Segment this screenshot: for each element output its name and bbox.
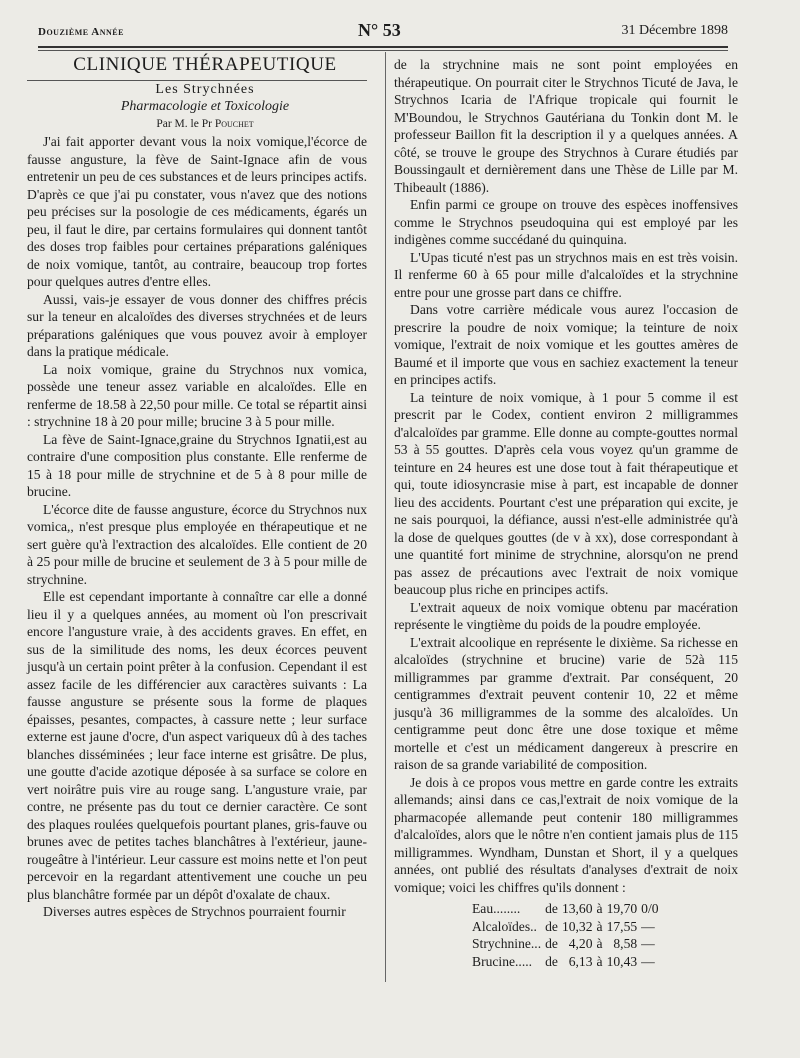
table-cell-de: de <box>545 953 558 969</box>
paragraph: Dans votre carrière médicale vous aurez l'occasion de prescrire la poudre de noix vomique; la teinture de noix vomique, l'extrait de noix vomique et les gouttes amères de Baumé et il importe que vous en sachiez exactement la teneur en principes actifs. <box>394 302 738 387</box>
column-divider <box>385 52 386 982</box>
table-cell-unit: — <box>641 918 655 934</box>
analysis-table <box>472 900 663 970</box>
paragraph: L'extrait aqueux de noix vomique obtenu par macération représente le vingtième du poids de la poudre employée. <box>394 599 738 632</box>
author-name: Pouchet <box>214 117 254 130</box>
paragraph: Je dois à ce propos vous mettre en garde contre les extraits allemands; ainsi dans ce cas,l'extrait de noix vomique de la pharmacopée allemande peut contenir 180 milligrammes d'alcaloïdes, alors que le nôtre n'en contient jamais plus de 115 milligrammes. Wyndham, Dunstan et Short, il y a quelques années, ont publié des résultats d'analyses d'extrait de noix vomique; voici les chiffres qu'ils donnent : <box>394 774 738 895</box>
section-title: CLINIQUE THÉRAPEUTIQUE <box>27 56 367 81</box>
author-prefix: Par M. le Pr <box>156 117 215 130</box>
table-cell-a: à <box>596 936 603 951</box>
header-rule-thin <box>38 50 728 51</box>
table-cell-name: Eau........ <box>472 901 521 916</box>
table-row <box>472 953 663 971</box>
table-row <box>472 918 663 936</box>
issue-date: 31 Décembre 1898 <box>621 23 728 38</box>
table-row <box>472 900 663 918</box>
paragraph: J'ai fait apporter devant vous la noix vomique,l'écorce de fausse angusture, la fève de Saint-Ignace afin de vous entretenir un peu de ces substances et de leurs principes actifs. D'après ce que j'ai pu constater, vous n'avez que des notions peu précises sur la posologie de ces médicaments, égarés un peu, il faut le dire, par certains formulaires qui donnent tantôt des doses trop faibles pour certaines préparations galéniques de noix vomique, tantôt, au contraire, beaucoup trop fortes pour quelques autres d'entre elles. <box>27 134 367 289</box>
paragraph: L'extrait alcoolique en représente le dixième. Sa richesse en alcaloïdes (strychnine et brucine) varie de 52à 115 milligrammes par gramme d'extrait. Par conséquent, 20 centigrammes d'extrait peuvent contenir 10, 22 et même jusqu'à 36 milligrammes de la somme des alcaloïdes. Un centigramme peut donc être une dose toxique et même mortelle et c'est un médicament dangereux à prescrire en raison de sa grande variabilité de composition. <box>394 634 738 772</box>
volume-label: Douzième Année <box>38 26 124 38</box>
table-cell-name: Brucine..... <box>472 953 533 969</box>
table-cell-unit: 0/0 <box>641 901 659 916</box>
paragraph: Elle est cependant importante à connaître car elle a donné lieu il y a quelques années, au moment où l'on prescrivait encore l'angusture vraie, à des accidents graves. En effet, en sus de la similitude des noms, les deux écorces peuvent jusqu'à un certain point prêter à la confusion. Cependant il est assez facile de les différencier aux caractères suivants : La fausse angusture se présente sous la forme de plaques épaisses, pesantes, compactes, à cassure nette ; leur surface externe est jaune d'ocre, d'un aspect variqueux dû à des taches blanches disséminées ; leur face interne est grisâtre. De plus, une goutte d'acide azotique déposée à sa surface se colore en vert noirâtre puis vire au rouge sang. L'angusture vraie, par contre, ne présente pas du tout ce dernier caractère. Ce sont des plaques roulées quelquefois pourtant planes, gris-fauve ou brunes avec de petites taches blanchâtres à l'extérieur, jaune-rougeâtre à l'intérieur. Leur cassure est moins nette et l'on peut percevoir en la regardant attentivement une couche un peu plus blanchâtre formée par un dépôt d'oxalate de chaux. <box>27 589 367 902</box>
paragraph: Diverses autres espèces de Strychnos pourraient fournir <box>43 904 346 919</box>
article-title: Les Strychnées <box>155 81 255 97</box>
table-cell-a: à <box>596 901 603 916</box>
table-cell-high: 17,55 <box>606 918 638 934</box>
table-cell-a: à <box>596 918 603 934</box>
table-cell-unit: — <box>641 936 655 951</box>
header-rule <box>38 46 728 48</box>
paragraph: Enfin parmi ce groupe on trouve des espèces inoffensives comme le Strychnos pseudoquina qui est employé par les indigènes comme succédané du quinquina. <box>394 197 738 247</box>
table-cell-name: Strychnine... <box>472 936 542 951</box>
paragraph: La noix vomique, graine du Strychnos nux vomica, possède une teneur assez variable en alcaloïdes. Elle en renferme de 18.58 à 22,50 pour mille. Ce total se répartit ainsi : strychnine 18 à 20 pour mille; brucine 3 à 5 pour mille. <box>27 361 367 429</box>
paragraph: La teinture de noix vomique, à 1 pour 5 comme il est prescrit par le Codex, contient environ 2 milligrammes d'alcaloïdes par gramme. Elle donne au compte-gouttes normal 53 à 55 gouttes. D'après cela vous voyez qu'un gramme de teinture en 24 heures est une dose tout à fait thérapeutique et qui, toute idiosyncrasie mise à part, est incapable de donner lieu des accidents. Pourtant c'est une préparation qui excite, je ne sais pourquoi, la défiance, aussi n'est-elle administrée qu'à la dose de quelques gouttes (de v à xx), dose correspondant à une quantité fort minime de strychnine, alorsqu'on ne prend pas assez de précautions avec l'extrait de noix vomique beaucoup plus riche en principes actifs. <box>394 389 738 597</box>
article-author <box>27 116 367 134</box>
issue-number: N° 53 <box>358 20 401 40</box>
right-column <box>394 56 738 970</box>
table-cell-unit: — <box>641 953 655 969</box>
paragraph: de la strychnine mais ne sont point employées en thérapeutique. On pourrait citer le Strychnos Ticuté de Java, le Strychnos Icaria de l'Afrique tropicale qui fournit le M'Boundou, le Strychnos Gautériana du Tonkin dont M. le professeur Baillon fit la description il y a quelques années. A côté, se trouve le groupe des Strychnos à Curare étudiés par Boussingault et dernièrement dans une Thèse de Lille par M. Thibeault (1886). <box>394 57 738 195</box>
paragraph: L'écorce dite de fausse angusture, écorce du Strychnos nux vomica,, n'est presque plus employée en thérapeutique et ne sert guère qu'à l'extraction des alcaloïdes. Elle contient de 20 à 25 pour mille de brucine et seulement de 3 à 5 pour mille de strychnine. <box>27 501 367 587</box>
table-cell-de: de <box>545 901 558 916</box>
article-subtitle: Pharmacologie et Toxicologie <box>120 99 290 114</box>
table-cell-low: 4,20 <box>568 936 593 951</box>
page-header <box>38 20 728 44</box>
paragraph: La fève de Saint-Ignace,graine du Strychnos Ignatii,est au contraire d'une composition plus constante. Elle renferme de 15 à 18 pour mille de strychnine et de 5 à 8 pour mille de brucine. <box>27 431 367 499</box>
paragraph: L'Upas ticuté n'est pas un strychnos mais en est très voisin. Il renferme 60 à 65 pour mille d'alcaloïdes et la strychnine entre pour une grosse part dans ce chiffre. <box>394 249 738 300</box>
table-cell-low: 13,60 <box>561 901 593 916</box>
table-cell-de: de <box>545 936 558 951</box>
table-cell-high: 19,70 <box>606 901 638 916</box>
left-column <box>27 56 367 921</box>
table-row <box>472 935 663 953</box>
table-cell-low: 6,13 <box>568 953 593 969</box>
table-cell-high: 8,58 <box>613 936 638 951</box>
table-cell-a: à <box>596 953 603 969</box>
table-cell-name: Alcaloïdes.. <box>472 918 537 934</box>
paragraph: Aussi, vais-je essayer de vous donner des chiffres précis sur la teneur en alcaloïdes des diverses strychnées et de leurs préparations galéniques que vous pouvez avoir à employer dans la pratique médicale. <box>27 291 367 359</box>
table-cell-de: de <box>545 918 558 934</box>
table-cell-high: 10,43 <box>606 953 638 969</box>
table-cell-low: 10,32 <box>561 918 593 934</box>
